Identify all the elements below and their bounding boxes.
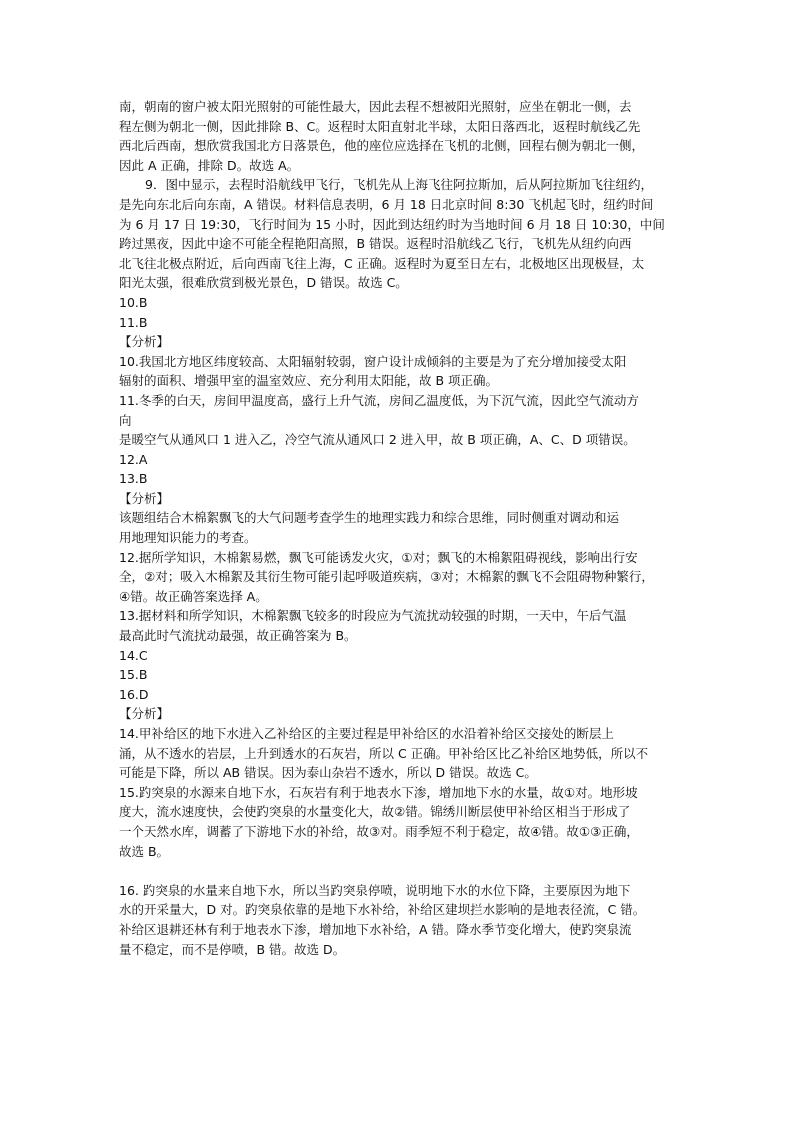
text-line: 11.冬季的白天，房间甲温度高，盛行上升气流，房间乙温度低，为下沉气流，因此空气流动方	[119, 392, 639, 408]
answer-key-11: 11.B	[119, 314, 148, 330]
text-line: 15.趵突泉的水源来自地下水，石灰岩有利于地表水下渗，增加地下水的水量，故①对。地形坡	[119, 784, 638, 800]
text-line: 该题组结合木棉絮飘飞的大气问题考查学生的地理实践力和综合思维，同时侧重对调动和运	[119, 510, 620, 526]
text-line: 9．图中显示，去程时沿航线甲飞行，飞机先从上海飞往阿拉斯加，后从阿拉斯加飞往纽约，	[145, 177, 653, 193]
analysis-heading: 【分析】	[119, 334, 170, 350]
answer-key-14: 14.C	[119, 647, 148, 663]
text-line: 10.我国北方地区纬度较高、太阳辐射较弱，窗户设计成倾斜的主要是为了充分增加接受太阳	[119, 353, 627, 369]
text-line: 12.据所学知识，木棉絮易燃，飘飞可能诱发火灾，①对；飘飞的木棉絮阻碍视线，影响出行安	[119, 549, 638, 565]
text-line: 故选 B。	[119, 843, 170, 859]
text-line: 西北后西南，想欣赏我国北方日落景色，他的座位应选择在飞机的北侧，回程右侧为朝北一侧，	[119, 138, 645, 154]
answer-key-13: 13.B	[119, 471, 148, 487]
text-line: 南，朝南的窗户被太阳光照射的可能性最大，因此去程不想被阳光照射，应坐在朝北一侧，去	[119, 99, 632, 114]
text-line: 一个天然水库，调蓄了下游地下水的补给，故③对。雨季短不利于稳定，故④错。故①③正确，	[119, 823, 639, 839]
text-line: 最高此时气流扰动最强，故正确答案为 B。	[119, 628, 357, 644]
text-line: 量不稳定，而不是停喷，B 错。故选 D。	[119, 941, 346, 957]
text-line: 辐射的面积、增强甲室的温室效应、充分利用太阳能，故 B 项正确。	[119, 373, 499, 389]
text-line: 涌，从不透水的岩层，上升到透水的石灰岩，所以 C 正确。甲补给区比乙补给区地势低，所以不	[119, 745, 649, 761]
analysis-heading: 【分析】	[119, 706, 170, 722]
text-line: 程左侧为朝北一侧，因此排除 B、C。返程时太阳直射北半球，太阳日落西北，返程时航线乙先	[119, 118, 641, 134]
answer-analysis-page	[119, 97, 679, 959]
text-line: 向	[119, 412, 132, 428]
text-line: 补给区退耕还林有利于地表水下渗，增加地下水补给，A 错。降水季节变化增大，使趵突泉流	[119, 921, 632, 937]
text-line: 度大，流水速度快，会使趵突泉的水量变化大，故②错。锦绣川断层使甲补给区相当于形成了	[119, 804, 631, 820]
text-line: 14.甲补给区的地下水进入乙补给区的主要过程是甲补给区的水沿着补给区交接处的断层上	[119, 726, 614, 741]
answer-key-10: 10.B	[119, 294, 148, 310]
text-line: 是先向东北后向东南，A 错误。材料信息表明，6 月 18 日北京时间 8:30 飞机起飞时，纽约时间	[119, 196, 654, 212]
text-line: 跨过黑夜，因此中途不可能全程艳阳高照，B 错误。返程时沿航线乙飞行，飞机先从纽约向西	[119, 236, 632, 252]
text-line: 北飞往北极点附近，后向西南飞往上海，C 正确。返程时为夏至日左右，北极地区出现极昼，太	[119, 255, 645, 271]
answer-key-15: 15.B	[119, 667, 148, 683]
text-line: ④错。故正确答案选择 A。	[119, 588, 268, 604]
answer-key-16: 16.D	[119, 686, 149, 702]
text-line: 是暖空气从通风口 1 进入乙，冷空气流从通风口 2 进入甲，故 B 项正确，A、C、D 项错误。	[119, 432, 636, 448]
answer-key-12: 12.A	[119, 451, 148, 467]
text-line: 水的开采量大，D 对。趵突泉依靠的是地下水补给，补给区建坝拦水影响的是地表径流，C 错。	[119, 902, 646, 918]
text-line: 全，②对；吸入木棉絮及其衍生物可能引起呼吸道疾病，③对；木棉絮的飘飞不会阻碍物种繁行，	[119, 569, 654, 585]
text-line: 用地理知识能力的考查。	[119, 530, 257, 546]
blank-line	[119, 861, 679, 881]
text-line: 16. 趵突泉的水量来自地下水，所以当趵突泉停喷，说明地下水的水位下降，主要原因为地下	[119, 882, 631, 898]
text-line: 为 6 月 17 日 19:30，飞行时间为 15 小时，因此到达纽约时为当地时间 6 月 18 日 10:30，中间	[119, 216, 665, 232]
text-line: 可能是下降，所以 AB 错误。因为泰山杂岩不透水，所以 D 错误。故选 C。	[119, 765, 537, 781]
text-line: 13.据材料和所学知识，木棉絮飘飞较多的时段应为气流扰动较强的时期，一天中，午后气温	[119, 608, 627, 624]
text-line: 阳光太强，很难欣赏到极光景色，D 错误。故选 C。	[119, 275, 408, 291]
analysis-heading: 【分析】	[119, 490, 170, 506]
text-line: 因此 A 正确，排除 D。故选 A。	[119, 157, 300, 173]
